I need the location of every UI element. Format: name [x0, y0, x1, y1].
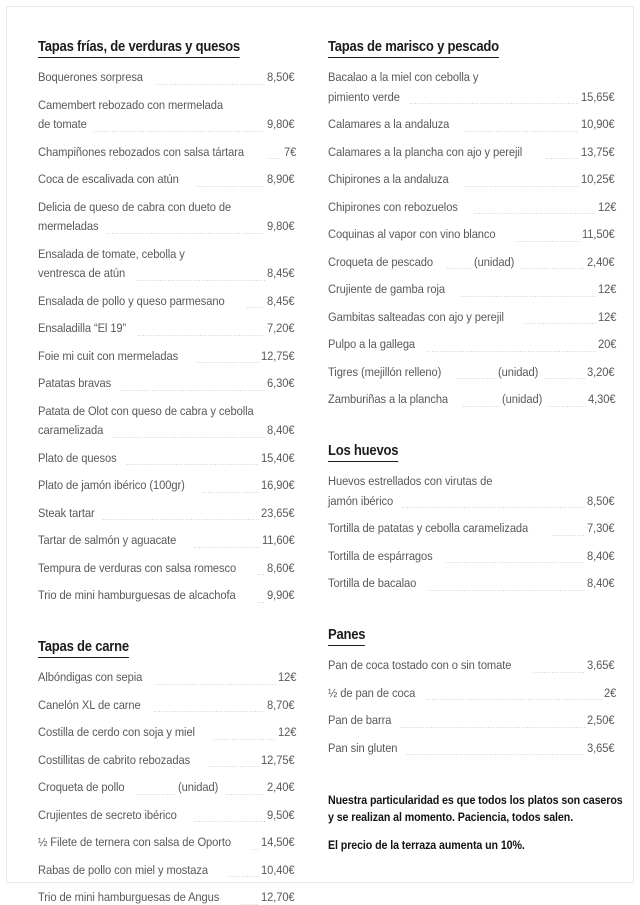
menu-item — [328, 170, 618, 190]
menu-item — [328, 739, 618, 759]
menu-item — [328, 472, 618, 511]
dot-leader — [544, 378, 585, 379]
menu-item-name: Boquerones sorpresa — [38, 70, 143, 85]
menu-item-price: 12€ — [597, 282, 616, 297]
menu-item-price: 8,40€ — [267, 423, 295, 438]
menu-item-name: Coquinas al vapor con vino blanco — [328, 227, 496, 242]
menu-item-price: 3,65€ — [587, 740, 615, 755]
menu-item-price: 2,50€ — [587, 713, 615, 728]
menu-item-name: Plato de jamón ibérico (100gr) — [38, 478, 185, 493]
menu-item-name: Delicia de queso de cabra con dueto de — [38, 199, 232, 214]
menu-item-price: 2,40€ — [267, 780, 295, 795]
dot-leader — [193, 821, 265, 822]
dot-leader — [406, 754, 585, 755]
menu-item-name: Camembert rebozado con mermelada — [38, 97, 223, 112]
menu-item — [38, 559, 298, 579]
menu-item-price: 8,90€ — [267, 172, 295, 187]
menu-item-price: 12,70€ — [260, 890, 295, 905]
menu-item — [38, 449, 298, 469]
menu-item-price: 8,45€ — [267, 266, 295, 281]
menu-item-name: Canelón XL de carne — [38, 697, 141, 712]
menu-item-price: 15,40€ — [260, 450, 295, 465]
menu-item-name-cont: pimiento verde — [328, 89, 400, 104]
menu-item-price: 2€ — [604, 685, 617, 700]
menu-item — [328, 711, 618, 731]
menu-item-name-cont: caramelizada — [38, 423, 104, 438]
menu-item-price: 7€ — [284, 144, 297, 159]
dot-leader — [473, 213, 595, 214]
menu-item-price: 6,30€ — [267, 376, 295, 391]
menu-section-tapas-frias — [38, 0, 298, 606]
dot-leader — [533, 672, 586, 673]
menu-item — [38, 806, 298, 826]
dot-leader — [427, 590, 586, 591]
menu-item-name: Albóndigas con sepia — [38, 670, 143, 685]
menu-item-price: 7,20€ — [267, 321, 295, 336]
menu-item-price: 9,80€ — [267, 117, 295, 132]
menu-item-name: Patatas bravas — [38, 376, 112, 391]
dot-leader — [551, 535, 585, 536]
menu-item — [38, 68, 298, 88]
menu-item-price: 15,65€ — [580, 89, 615, 104]
menu-item-name-cont: ventresca de atún — [38, 266, 126, 281]
menu-item — [38, 668, 298, 688]
section-title: Tapas de marisco y pescado — [328, 39, 499, 58]
menu-item-unit: (unidad) — [497, 364, 539, 379]
dot-leader — [137, 335, 266, 336]
menu-column-right — [320, 0, 640, 905]
menu-item-name: Bacalao a la miel con cebolla y — [328, 70, 479, 85]
menu-item — [328, 656, 618, 676]
menu-item-name-cont: de tomate — [38, 117, 87, 132]
menu-item-name: Tortilla de espárragos — [328, 548, 433, 563]
dot-leader — [213, 739, 275, 740]
dot-leader — [548, 406, 585, 407]
menu-item-price: 9,50€ — [267, 807, 295, 822]
menu-item-name: Crujientes de secreto ibérico — [38, 807, 177, 822]
menu-item — [38, 347, 298, 367]
footnote-terrace-surcharge — [328, 837, 618, 854]
menu-item — [38, 861, 298, 881]
dot-leader — [464, 131, 579, 132]
menu-item-name: Pan sin gluten — [328, 740, 398, 755]
menu-item-price: 8,50€ — [267, 70, 295, 85]
menu-item-name: Coca de escalivada con atún — [38, 172, 179, 187]
menu-item — [328, 115, 618, 135]
menu-item-price: 8,45€ — [267, 293, 295, 308]
menu-item — [328, 225, 618, 245]
section-header — [38, 0, 298, 68]
menu-item-name: Chipirones a la andaluza — [328, 172, 449, 187]
menu-item — [38, 292, 298, 312]
menu-item-name: Costillitas de cabrito rebozadas — [38, 752, 191, 767]
menu-item-name-cont: mermeladas — [38, 219, 99, 234]
dot-leader — [135, 794, 176, 795]
dot-leader — [268, 158, 283, 159]
menu-item — [38, 402, 298, 441]
dot-leader — [195, 362, 259, 363]
menu-item-name: Plato de quesos — [38, 450, 117, 465]
menu-item-name: Crujiente de gamba roja — [328, 282, 445, 297]
menu-item-price: 4,30€ — [587, 392, 615, 407]
menu-item — [328, 253, 618, 273]
dot-leader — [156, 84, 266, 85]
section-header — [38, 614, 298, 668]
section-header — [328, 418, 618, 472]
dot-leader — [545, 158, 579, 159]
section-title: Panes — [328, 627, 365, 646]
menu-item-name: Steak tartar — [38, 505, 95, 520]
menu-item-price: 10,40€ — [260, 862, 295, 877]
menu-item — [38, 374, 298, 394]
menu-item — [38, 143, 298, 163]
menu-item-name: Pan de barra — [328, 713, 392, 728]
menu-item-price: 8,50€ — [587, 493, 615, 508]
menu-item-price: 8,40€ — [587, 576, 615, 591]
menu-item — [38, 778, 298, 798]
menu-item-name: Trio de mini hamburguesas de Angus — [38, 890, 220, 905]
menu-section-tapas-de-carne — [38, 614, 298, 905]
menu-item-name: Calamares a la plancha con ajo y perejil — [328, 144, 523, 159]
menu-item-name: Tigres (mejillón relleno) — [328, 364, 442, 379]
menu-item-name: Ensaladilla “El 19” — [38, 321, 127, 336]
section-header — [328, 602, 618, 656]
dot-leader — [225, 794, 266, 795]
dot-leader — [153, 711, 265, 712]
menu-item-price: 9,90€ — [267, 588, 295, 603]
dot-leader — [401, 507, 585, 508]
section-title: Tapas de carne — [38, 639, 129, 658]
menu-item — [328, 335, 618, 355]
menu-item-price: 13,75€ — [580, 144, 615, 159]
section-title: Tapas frías, de verduras y quesos — [38, 39, 240, 58]
menu-item-name: Pulpo a la gallega — [328, 337, 416, 352]
menu-item-name: Tempura de verduras con salsa romesco — [38, 560, 237, 575]
menu-item — [38, 476, 298, 496]
menu-item — [328, 574, 618, 594]
menu-item-price: 16,90€ — [260, 478, 295, 493]
dot-leader — [520, 268, 585, 269]
menu-item-unit: (unidad) — [501, 392, 542, 407]
menu-item-name: Chipirones con rebozuelos — [328, 199, 458, 214]
dot-leader — [426, 351, 596, 352]
menu-item-price: 12€ — [597, 309, 616, 324]
menu-item-name: Champiñones rebozados con salsa tártara — [38, 144, 245, 159]
menu-item-price: 12€ — [277, 670, 296, 685]
menu-item — [38, 319, 298, 339]
dot-leader — [446, 268, 472, 269]
menu-item-name: Foie mi cuit con mermeladas — [38, 348, 179, 363]
menu-item-unit: (unidad) — [473, 254, 514, 269]
menu-item-price: 8,40€ — [587, 548, 615, 563]
menu-item-name: Patata de Olot con queso de cabra y cebolla — [38, 403, 254, 418]
dot-leader — [93, 131, 265, 132]
section-title: Los huevos — [328, 443, 398, 462]
dot-leader — [102, 519, 259, 520]
footnote-paragraph — [328, 792, 623, 826]
dot-leader — [195, 186, 265, 187]
menu-item — [328, 198, 618, 218]
dot-leader — [445, 562, 585, 563]
menu-item-price: 3,65€ — [587, 658, 615, 673]
menu-item-name: Tartar de salmón y aguacate — [38, 533, 177, 548]
menu-item-name: ½ de pan de coca — [328, 685, 416, 700]
dot-leader — [246, 307, 265, 308]
dot-leader — [228, 876, 259, 877]
menu-item-name: Zamburiñas a la plancha — [328, 392, 449, 407]
dot-leader — [126, 464, 258, 465]
menu-item-name: Calamares a la andaluza — [328, 117, 450, 132]
menu-item — [328, 519, 618, 539]
menu-item — [38, 170, 298, 190]
menu-item-price: 12€ — [597, 199, 616, 214]
footnote-line-3: El precio de la terraza aumenta un 10%. — [328, 839, 525, 853]
dot-leader — [463, 186, 579, 187]
menu-item — [328, 390, 618, 410]
menu-item — [328, 68, 618, 107]
dot-leader — [202, 492, 259, 493]
dot-leader — [193, 547, 260, 548]
menu-item — [38, 888, 298, 905]
menu-item — [38, 751, 298, 771]
menu-item-price: 12,75€ — [260, 752, 295, 767]
menu-item-price: 20€ — [597, 337, 616, 352]
menu-item — [38, 198, 298, 237]
menu-item — [38, 723, 298, 743]
menu-item-name: ½ Filete de ternera con salsa de Oporto — [38, 835, 231, 850]
dot-leader — [257, 602, 265, 603]
dot-leader — [515, 241, 579, 242]
menu-item-price: 10,90€ — [580, 117, 615, 132]
dot-leader — [399, 727, 585, 728]
menu-item-price: 3,20€ — [587, 364, 615, 379]
menu-item-name: Ensalada de pollo y queso parmesano — [38, 293, 225, 308]
section-header — [328, 0, 618, 68]
dot-leader — [257, 574, 265, 575]
menu-item-name-cont: jamón ibérico — [328, 493, 394, 508]
menu-item-price: 23,65€ — [260, 505, 295, 520]
menu-item — [328, 684, 618, 704]
menu-item-name: Rabas de pollo con miel y mostaza — [38, 862, 208, 877]
menu-item-price: 8,70€ — [267, 697, 295, 712]
menu-item-price: 10,25€ — [580, 172, 615, 187]
menu-item — [328, 363, 618, 383]
menu-section-marisco-pescado — [328, 0, 618, 410]
footnote-line-2: y se realizan al momento. Paciencia, todos salen. — [328, 811, 574, 825]
menu-section-los-huevos — [328, 418, 618, 594]
menu-section-panes — [328, 602, 618, 758]
dot-leader — [112, 437, 266, 438]
menu-item — [38, 504, 298, 524]
menu-item-name: Pan de coca tostado con o sin tomate — [328, 658, 512, 673]
menu-item-price: 12€ — [277, 725, 296, 740]
menu-item-price: 11,50€ — [581, 227, 615, 242]
dot-leader — [409, 103, 579, 104]
menu-item-name: Tortilla de patatas y cebolla caramelizada — [328, 521, 529, 536]
menu-item — [38, 586, 298, 606]
menu-item-name: Tortilla de bacalao — [328, 576, 417, 591]
menu-item-price: 9,80€ — [267, 219, 295, 234]
menu-item-name: Trio de mini hamburguesas de alcachofa — [38, 588, 236, 603]
dot-leader — [136, 280, 266, 281]
dot-leader — [155, 684, 276, 685]
menu-item — [38, 96, 298, 135]
menu-item — [38, 833, 298, 853]
menu-item — [328, 308, 618, 328]
menu-item — [328, 547, 618, 567]
menu-item-price: 8,60€ — [267, 560, 295, 575]
menu-item-name: Huevos estrellados con virutas de — [328, 474, 493, 489]
menu-item — [38, 245, 298, 284]
dot-leader — [459, 296, 596, 297]
dot-leader — [455, 378, 496, 379]
dot-leader — [251, 849, 259, 850]
dot-leader — [462, 406, 499, 407]
menu-item-name: Croqueta de pollo — [38, 780, 125, 795]
menu-item-name: Croqueta de pescado — [328, 254, 433, 269]
dot-leader — [106, 233, 265, 234]
menu-item — [38, 696, 298, 716]
menu-item-name: Ensalada de tomate, cebolla y — [38, 246, 185, 261]
menu-item-price: 2,40€ — [587, 254, 615, 269]
dot-leader — [426, 699, 602, 700]
menu-item-price: 11,60€ — [261, 533, 295, 548]
menu-footnote — [328, 792, 623, 854]
menu-item-name: Costilla de cerdo con soja y miel — [38, 725, 195, 740]
footnote-line-1: Nuestra particularidad es que todos los platos son caseros — [328, 794, 623, 808]
menu-item-price: 12,75€ — [260, 348, 295, 363]
dot-leader — [120, 390, 265, 391]
menu-item-name: Gambitas salteadas con ajo y perejil — [328, 309, 504, 324]
menu-item — [38, 531, 298, 551]
dot-leader — [524, 323, 595, 324]
menu-item — [328, 280, 618, 300]
menu-item-price: 14,50€ — [260, 835, 295, 850]
dot-leader — [208, 766, 259, 767]
menu-item — [328, 143, 618, 163]
menu-item-unit: (unidad) — [177, 780, 219, 795]
menu-item-price: 7,30€ — [587, 521, 615, 536]
